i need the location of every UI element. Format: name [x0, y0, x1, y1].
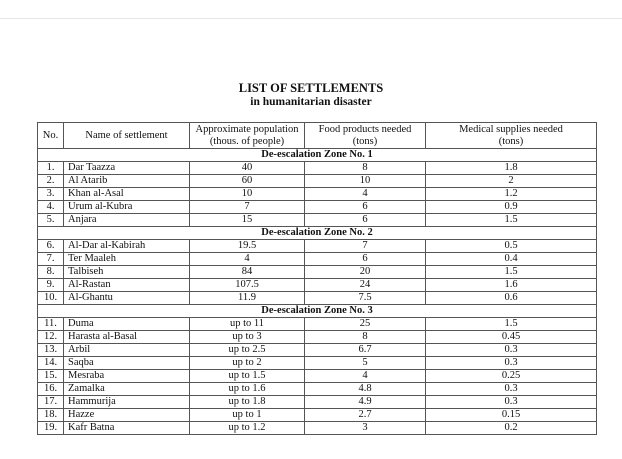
cell-population: up to 1.8: [190, 396, 305, 409]
header-medical-line1: Medical supplies needed: [459, 123, 563, 135]
header-population: [190, 123, 305, 149]
cell-no: 14.: [38, 357, 64, 370]
cell-food: 8: [305, 162, 426, 175]
cell-medical: 0.5: [426, 240, 597, 253]
cell-population: 15: [190, 214, 305, 227]
cell-no: 1.: [38, 162, 64, 175]
cell-population: up to 11: [190, 318, 305, 331]
cell-food: 5: [305, 357, 426, 370]
cell-food: 24: [305, 279, 426, 292]
cell-food: 7.5: [305, 292, 426, 305]
table-row: [38, 357, 597, 370]
cell-population: 19.5: [190, 240, 305, 253]
cell-medical: 0.4: [426, 253, 597, 266]
cell-name: Duma: [64, 318, 190, 331]
cell-medical: 0.9: [426, 201, 597, 214]
header-food: [305, 123, 426, 149]
settlements-table: [37, 122, 597, 435]
cell-no: 5.: [38, 214, 64, 227]
cell-name: Al-Rastan: [64, 279, 190, 292]
cell-population: up to 3: [190, 331, 305, 344]
cell-no: 16.: [38, 383, 64, 396]
cell-name: Dar Taazza: [64, 162, 190, 175]
cell-name: Urum al-Kubra: [64, 201, 190, 214]
cell-population: 10: [190, 188, 305, 201]
cell-population: 60: [190, 175, 305, 188]
cell-medical: 2: [426, 175, 597, 188]
cell-name: Arbil: [64, 344, 190, 357]
cell-food: 20: [305, 266, 426, 279]
cell-population: 84: [190, 266, 305, 279]
cell-no: 7.: [38, 253, 64, 266]
cell-no: 11.: [38, 318, 64, 331]
cell-no: 6.: [38, 240, 64, 253]
cell-name: Ter Maaleh: [64, 253, 190, 266]
cell-medical: 0.45: [426, 331, 597, 344]
cell-food: 4: [305, 370, 426, 383]
cell-no: 9.: [38, 279, 64, 292]
table-header-row: [38, 123, 597, 149]
cell-no: 8.: [38, 266, 64, 279]
table-row: [38, 188, 597, 201]
cell-no: 4.: [38, 201, 64, 214]
cell-name: Mesraba: [64, 370, 190, 383]
cell-name: Khan al-Asal: [64, 188, 190, 201]
header-population-line1: Approximate population: [195, 123, 299, 135]
header-medical-line2: (tons): [498, 135, 524, 147]
header-food-line1: Food products needed: [318, 123, 412, 135]
zone-header-row: [38, 305, 597, 318]
zone-header-row: [38, 227, 597, 240]
table-row: [38, 370, 597, 383]
cell-no: 15.: [38, 370, 64, 383]
cell-food: 6: [305, 201, 426, 214]
zone-label: De-escalation Zone No. 2: [38, 227, 597, 240]
cell-food: 2.7: [305, 409, 426, 422]
zone-header-row: [38, 149, 597, 162]
cell-medical: 0.15: [426, 409, 597, 422]
table-row: [38, 175, 597, 188]
cell-name: Al-Dar al-Kabirah: [64, 240, 190, 253]
cell-no: 10.: [38, 292, 64, 305]
table-row: [38, 396, 597, 409]
cell-name: Talbiseh: [64, 266, 190, 279]
cell-name: Al Atarib: [64, 175, 190, 188]
cell-medical: 0.25: [426, 370, 597, 383]
cell-medical: 0.3: [426, 396, 597, 409]
cell-medical: 0.3: [426, 344, 597, 357]
cell-name: Harasta al-Basal: [64, 331, 190, 344]
cell-medical: 0.6: [426, 292, 597, 305]
cell-name: Zamalka: [64, 383, 190, 396]
header-name: Name of settlement: [64, 123, 190, 149]
cell-population: 40: [190, 162, 305, 175]
document-title: LIST OF SETTLEMENTS: [238, 81, 384, 95]
cell-no: 17.: [38, 396, 64, 409]
cell-population: up to 2.5: [190, 344, 305, 357]
cell-name: Hazze: [64, 409, 190, 422]
cell-population: 4: [190, 253, 305, 266]
header-no: No.: [38, 123, 64, 149]
table-row: [38, 201, 597, 214]
cell-name: Hammurija: [64, 396, 190, 409]
table-row: [38, 214, 597, 227]
cell-no: 2.: [38, 175, 64, 188]
cell-population: 7: [190, 201, 305, 214]
cell-medical: 1.8: [426, 162, 597, 175]
cell-name: Anjara: [64, 214, 190, 227]
cell-medical: 1.5: [426, 266, 597, 279]
table-row: [38, 409, 597, 422]
table-row: [38, 162, 597, 175]
table-row: [38, 266, 597, 279]
cell-medical: 0.3: [426, 383, 597, 396]
cell-name: Kafr Batna: [64, 422, 190, 435]
cell-food: 10: [305, 175, 426, 188]
header-medical: [426, 123, 597, 149]
cell-population: 107.5: [190, 279, 305, 292]
cell-food: 25: [305, 318, 426, 331]
table-row: [38, 318, 597, 331]
cell-population: up to 2: [190, 357, 305, 370]
header-food-line2: (tons): [352, 135, 378, 147]
table-row: [38, 344, 597, 357]
cell-medical: 1.2: [426, 188, 597, 201]
cell-no: 12.: [38, 331, 64, 344]
cell-population: up to 1.2: [190, 422, 305, 435]
cell-food: 4.9: [305, 396, 426, 409]
table-row: [38, 383, 597, 396]
cell-population: 11.9: [190, 292, 305, 305]
cell-population: up to 1.5: [190, 370, 305, 383]
zone-label: De-escalation Zone No. 1: [38, 149, 597, 162]
cell-no: 18.: [38, 409, 64, 422]
cell-population: up to 1: [190, 409, 305, 422]
cell-food: 3: [305, 422, 426, 435]
zone-label: De-escalation Zone No. 3: [38, 305, 597, 318]
cell-no: 13.: [38, 344, 64, 357]
document-subtitle: in humanitarian disaster: [250, 96, 372, 108]
cell-medical: 1.5: [426, 318, 597, 331]
cell-medical: 0.3: [426, 357, 597, 370]
cell-food: 6: [305, 253, 426, 266]
cell-food: 4.8: [305, 383, 426, 396]
cell-name: Al-Ghantu: [64, 292, 190, 305]
cell-name: Saqba: [64, 357, 190, 370]
cell-food: 6.7: [305, 344, 426, 357]
cell-no: 3.: [38, 188, 64, 201]
cell-medical: 0.2: [426, 422, 597, 435]
table-row: [38, 331, 597, 344]
cell-medical: 1.6: [426, 279, 597, 292]
cell-food: 4: [305, 188, 426, 201]
cell-medical: 1.5: [426, 214, 597, 227]
table-row: [38, 279, 597, 292]
page-top-border: [0, 18, 622, 19]
cell-no: 19.: [38, 422, 64, 435]
table-row: [38, 292, 597, 305]
cell-food: 7: [305, 240, 426, 253]
table-row: [38, 240, 597, 253]
cell-food: 6: [305, 214, 426, 227]
table-row: [38, 253, 597, 266]
table-row: [38, 422, 597, 435]
header-population-line2: (thous. of people): [209, 135, 285, 147]
cell-population: up to 1.6: [190, 383, 305, 396]
cell-food: 8: [305, 331, 426, 344]
